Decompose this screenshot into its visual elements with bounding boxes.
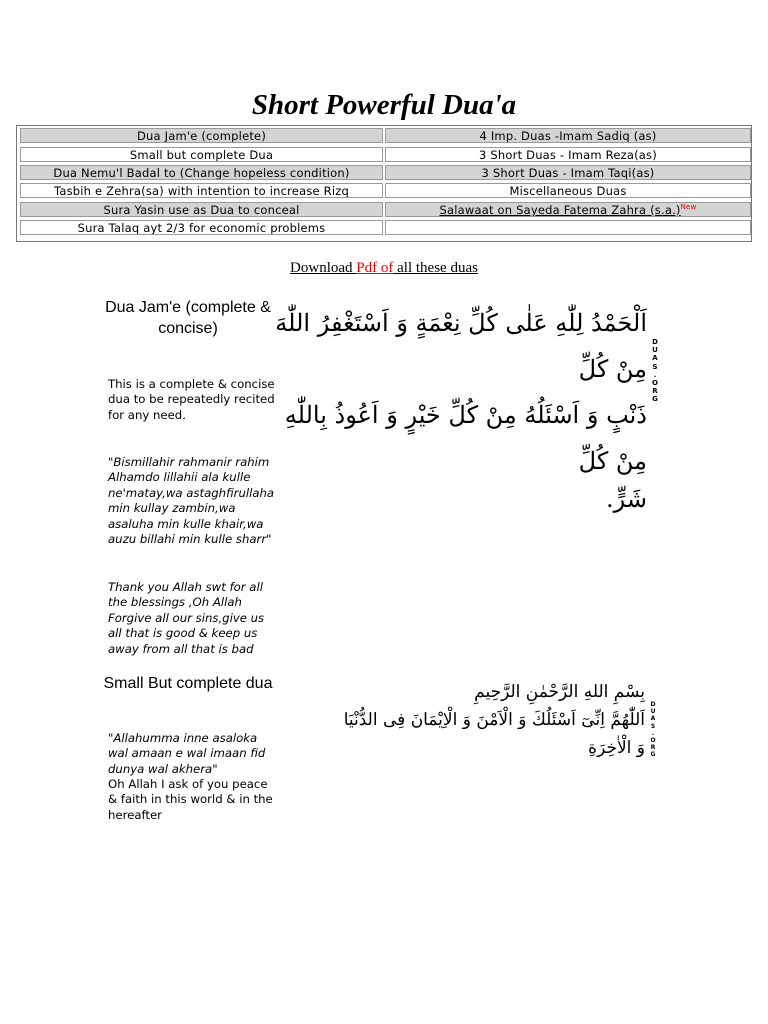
table-cell-left[interactable]: Sura Yasin use as Dua to conceal [20, 202, 383, 217]
small-dua-translation: Oh Allah I ask of you peace & faith in this world & in the hereafter [108, 777, 273, 822]
arabic-line: ذَنْبٍ وَ اَسْئَلُهُ مِنْ كُلِّ خَيْرٍ وَ اَعُوذُ بِاللّٰهِ مِنْ كُلِّ [284, 401, 647, 475]
table-cell-right[interactable]: 3 Short Duas - Imam Reza(as) [385, 147, 751, 162]
arabic-line: بِسْمِ اللهِ الرَّحْمٰنِ الرَّحِيمِ [474, 682, 645, 702]
dua-jame-translation: Thank you Allah swt for all the blessings ,Oh Allah Forgive all our sins,give us all that is good & keep us away from all that is bad [108, 580, 265, 656]
small-dua-transliteration: "Allahumma inne asaloka wal amaan e wal imaan fid dunya wal akhera" [108, 731, 266, 776]
small-dua-arabic-text [280, 678, 645, 762]
new-badge: New [680, 203, 697, 211]
table-cell-right[interactable] [385, 202, 751, 217]
table-cell-right[interactable]: 4 Imp. Duas -Imam Sadiq (as) [385, 128, 751, 143]
table-cell-left[interactable]: Tasbih e Zehra(sa) with intention to increase Rizq [20, 183, 383, 198]
salawaat-link[interactable]: Salawaat on Sayeda Fatema Zahra (s.a.) [439, 203, 681, 217]
dua-jame-transliteration: "Bismillahir rahmanir rahim Alhamdo lillahii ala kulle ne'matay,wa astaghfirullaha min kullay zambin,wa asaluha min kulle khair,wa auzu billahi min kulle sharr" [108, 455, 275, 547]
table-cell-left[interactable]: Dua Jam'e (complete) [20, 128, 383, 143]
table-cell-left[interactable]: Sura Talaq ayt 2/3 for economic problems [20, 220, 383, 235]
table-cell-right[interactable]: 3 Short Duas - Imam Taqi(as) [385, 165, 751, 180]
download-line [0, 260, 768, 277]
pdf-link[interactable]: Pdf of [356, 260, 394, 276]
table-cell-left[interactable]: Dua Nemu'l Badal to (Change hopeless condition) [20, 165, 383, 180]
dua-jame-heading: Dua Jam'e (complete & concise) [105, 299, 271, 337]
download-link-text[interactable]: Download [290, 260, 357, 276]
arabic-line: شَرٍّ. [606, 485, 647, 513]
dua-index-table [16, 125, 752, 242]
arabic-line: اَللّٰهُمَّ اِنِّىٓ اَسْئَلُكَ وَ الْاَمْنَ وَ الْاِيْمَانَ فِى الدُّنْيَا [343, 710, 645, 730]
table-cell-right[interactable]: Miscellaneous Duas [385, 183, 751, 198]
arabic-line: اَلْحَمْدُ لِلّٰهِ عَلٰى كُلِّ نِعْمَةٍ وَ اَسْتَغْفِرُ اللّٰهَ مِنْ كُلِّ [275, 309, 647, 383]
table-cell-right [385, 220, 751, 235]
table-cell-left[interactable]: Small but complete Dua [20, 147, 383, 162]
page-title: Short Powerful Dua'a [251, 89, 517, 121]
dua-jame-arabic-text [272, 300, 647, 514]
dua-jame-description: This is a complete & concise dua to be repeatedly recited for any need. [108, 377, 275, 422]
small-complete-dua-heading: Small But complete dua [103, 675, 273, 692]
duas-org-watermark: D U A S . O R G [650, 701, 656, 759]
arabic-line: وَ الْاٰخِرَةِ [588, 738, 645, 758]
duas-org-watermark: D U A S . O R G [652, 338, 658, 404]
download-link-suffix[interactable]: all these duas [393, 260, 478, 276]
